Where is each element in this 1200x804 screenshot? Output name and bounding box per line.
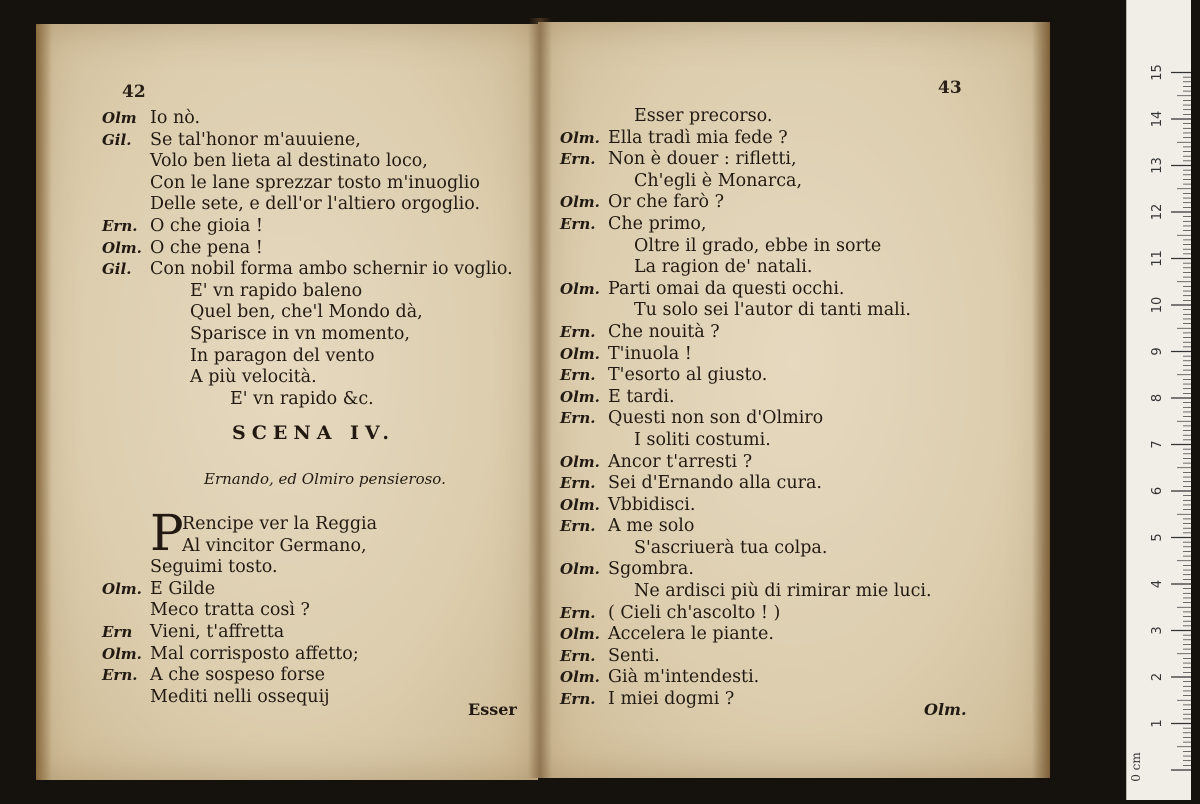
speaker-label: Gil. (102, 130, 132, 149)
speaker-label: Ern. (560, 646, 596, 665)
verse-text: Delle sete, e dell'or l'altiero orgoglio. (150, 194, 481, 215)
speaker-label: Ern. (560, 366, 596, 385)
verse-line (560, 192, 1020, 214)
speaker-label: Ern. (560, 690, 596, 709)
ruler-number: 4 (1150, 579, 1165, 589)
drop-cap: P (150, 504, 184, 562)
speaker-label: Ern. (102, 666, 138, 685)
verse-text: Vbbidisci. (608, 494, 696, 515)
verse-text: I soliti costumi. (634, 429, 771, 450)
verse-text: Mal corrisposto affetto; (150, 643, 359, 664)
ruler-number: 1 (1150, 719, 1165, 728)
ruler-unit-label: 0 cm (1128, 752, 1143, 782)
verse-text: O che pena ! (150, 237, 263, 258)
verse-block (560, 106, 1020, 711)
verse-line (560, 495, 1020, 517)
verse-block-2 (102, 514, 532, 708)
verse-line (102, 346, 532, 368)
scene-persons: Ernando, ed Olmiro pensieroso. (204, 470, 446, 488)
verse-line (560, 214, 1020, 236)
verse-line (560, 106, 1020, 128)
verse-line (102, 259, 532, 281)
verse-line (560, 473, 1020, 495)
verse-text: Seguimi tosto. (150, 557, 278, 578)
ruler-number: 2 (1150, 672, 1165, 682)
verse-text: I miei dogmi ? (608, 689, 735, 710)
verse-line (560, 236, 1020, 258)
verse-text: Che primo, (608, 213, 707, 234)
verse-text: A me solo (608, 516, 695, 537)
speaker-label: Olm. (560, 452, 600, 471)
catchword: Olm. (924, 700, 967, 719)
speaker-label: Ern. (102, 216, 138, 235)
scene-heading: SCENA IV. (232, 422, 395, 444)
verse-line (102, 173, 532, 195)
verse-text: O che gioia ! (150, 215, 263, 236)
verse-text: Vieni, t'affretta (150, 621, 285, 642)
verse-text: T'inuola ! (608, 343, 692, 364)
verse-line (560, 279, 1020, 301)
verse-line (102, 151, 532, 173)
verse-line (560, 344, 1020, 366)
verse-line (102, 194, 532, 216)
verse-text: S'ascriuerà tua colpa. (634, 537, 828, 558)
verse-text: A che sospeso forse (150, 665, 326, 686)
verse-text: Ancor t'arresti ? (608, 451, 753, 472)
verse-text: Volo ben lieta al destinato loco, (150, 151, 428, 172)
page-number: 42 (122, 82, 146, 102)
verse-text: T'esorto al giusto. (608, 365, 768, 386)
verse-line (560, 581, 1020, 603)
speaker-label: Olm. (560, 495, 600, 514)
verse-line (560, 322, 1020, 344)
verse-line (560, 128, 1020, 150)
verse-line (560, 257, 1020, 279)
ruler-scale (1127, 0, 1191, 800)
verse-line (560, 452, 1020, 474)
ruler (1126, 0, 1191, 800)
verse-line (560, 387, 1020, 409)
speaker-label: Olm. (560, 279, 600, 298)
verse-line (102, 108, 532, 130)
verse-text: Ne ardisci più di rimirar mie luci. (634, 581, 932, 602)
verse-line (102, 367, 532, 389)
speaker-label: Ern (102, 622, 133, 641)
verse-line (102, 665, 532, 687)
verse-text: Sparisce in vn momento, (190, 323, 410, 344)
speaker-label: Olm. (560, 128, 600, 147)
ruler-number: 6 (1150, 486, 1165, 496)
verse-line (102, 238, 532, 260)
verse-text: In paragon del vento (190, 345, 375, 366)
verse-text: Tu solo sei l'autor di tanti mali. (634, 300, 911, 321)
speaker-label: Gil. (102, 260, 132, 279)
verse-text: Questi non son d'Olmiro (608, 408, 824, 429)
verse-text: E tardi. (608, 386, 675, 407)
verse-line (560, 149, 1020, 171)
speaker-label: Olm. (560, 668, 600, 687)
ruler-number: 10 (1150, 296, 1165, 314)
speaker-label: Olm. (102, 238, 142, 257)
verse-line (102, 281, 532, 303)
verse-line (102, 644, 532, 666)
ruler-number: 7 (1150, 440, 1165, 449)
verse-text: ( Cieli ch'ascolto ! ) (608, 602, 781, 623)
verse-text: Accelera le piante. (608, 624, 774, 645)
verse-line (560, 667, 1020, 689)
verse-text: Che nouità ? (608, 321, 720, 342)
verse-text: Io nò. (150, 108, 201, 128)
speaker-label: Olm. (560, 625, 600, 644)
verse-text: Parti omai da questi occhi. (608, 278, 845, 299)
speaker-label: Ern. (560, 322, 596, 341)
verse-line (102, 324, 532, 346)
verse-text: Rencipe ver la Reggia (182, 514, 378, 534)
verse-text: Con nobil forma ambo schernir io voglio. (150, 259, 513, 280)
verse-line (102, 302, 532, 324)
verse-line (560, 408, 1020, 430)
speaker-label: Ern. (560, 214, 596, 233)
left-page (36, 24, 538, 780)
verse-line (560, 430, 1020, 452)
verse-text: Se tal'honor m'auuiene, (150, 129, 361, 150)
verse-text: Or che farò ? (608, 192, 725, 213)
verse-text: Meco tratta così ? (150, 600, 310, 621)
ruler-number: 15 (1150, 64, 1165, 81)
ruler-number: 14 (1150, 110, 1165, 128)
verse-line (560, 603, 1020, 625)
verse-text: La ragion de' natali. (634, 257, 813, 278)
speaker-label: Olm. (560, 193, 600, 212)
verse-line (560, 646, 1020, 668)
verse-line (560, 516, 1020, 538)
verse-text: Al vincitor Germano, (182, 535, 367, 556)
verse-line (102, 557, 532, 579)
speaker-label: Olm. (102, 644, 142, 663)
verse-line (102, 130, 532, 152)
verse-line (102, 622, 532, 644)
verse-text: Sgombra. (608, 559, 694, 580)
verse-line (560, 624, 1020, 646)
verse-block (102, 108, 532, 410)
speaker-label: Ern. (560, 150, 596, 169)
verse-line (102, 514, 532, 536)
verse-line (102, 536, 532, 558)
verse-text: Oltre il grado, ebbe in sorte (634, 235, 882, 256)
verse-line (560, 171, 1020, 193)
verse-line (102, 216, 532, 238)
ruler-number: 8 (1150, 393, 1165, 403)
verse-text: Ch'egli è Monarca, (634, 170, 803, 191)
ruler-number: 13 (1150, 157, 1165, 174)
speaker-label: Ern. (560, 474, 596, 493)
verse-line (560, 538, 1020, 560)
speaker-label: Olm. (560, 344, 600, 363)
speaker-label: Olm. (102, 579, 142, 598)
speaker-label: Ern. (560, 603, 596, 622)
verse-text: E' vn rapido &c. (230, 388, 374, 409)
ruler-number: 11 (1150, 250, 1165, 267)
verse-text: Non è douer : rifletti, (608, 149, 797, 170)
ruler-number: 5 (1150, 533, 1165, 542)
catchword: Esser (468, 700, 517, 719)
verse-line (560, 300, 1020, 322)
book-gutter (528, 18, 552, 778)
page-number: 43 (938, 78, 962, 98)
verse-line (102, 579, 532, 601)
verse-text: Quel ben, che'l Mondo dà, (190, 302, 423, 323)
verse-text: Già m'intendesti. (608, 667, 760, 688)
speaker-label: Olm. (560, 560, 600, 579)
verse-text: A più velocità. (190, 367, 317, 388)
verse-text: Senti. (608, 645, 660, 666)
verse-text: Mediti nelli ossequij (150, 686, 330, 707)
verse-text: E Gilde (150, 578, 216, 599)
verse-text: E' vn rapido baleno (190, 280, 363, 301)
ruler-number: 12 (1150, 203, 1165, 221)
verse-text: Con le lane sprezzar tosto m'inuoglio (150, 172, 480, 193)
ruler-number: 3 (1150, 626, 1165, 635)
verse-text: Esser precorso. (634, 106, 773, 126)
speaker-label: Olm (102, 109, 137, 127)
speaker-label: Ern. (560, 517, 596, 536)
verse-line (560, 365, 1020, 387)
ruler-number: 9 (1150, 347, 1165, 356)
speaker-label: Olm. (560, 387, 600, 406)
verse-text: Sei d'Ernando alla cura. (608, 473, 822, 494)
speaker-label: Ern. (560, 409, 596, 428)
verse-line (560, 559, 1020, 581)
verse-text: Ella tradì mia fede ? (608, 127, 788, 148)
verse-line (102, 600, 532, 622)
verse-line (102, 389, 532, 411)
right-page (538, 22, 1050, 778)
open-book (28, 18, 1058, 778)
